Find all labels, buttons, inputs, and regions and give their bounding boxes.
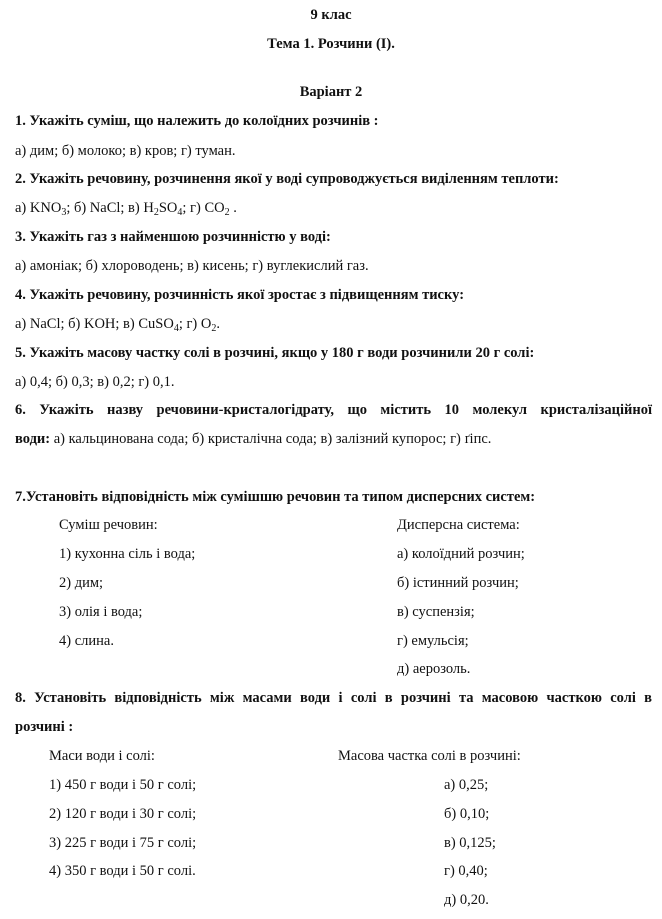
q7-right-item: д) аерозоль.	[397, 661, 471, 677]
question-1: 1. Укажіть суміш, що належить до колоїдних розчинів :	[15, 113, 379, 129]
question-4: 4. Укажіть речовину, розчинність якої зростає з підвищенням тиску:	[15, 287, 465, 303]
q8-right-header: Масова частка солі в розчині:	[338, 748, 521, 764]
q7-left-item: 4) слина.	[59, 633, 114, 649]
question-1-answers: а) дим; б) молоко; в) кров; г) туман.	[15, 143, 236, 159]
question-4-answers: а) NaCl; б) KOH; в) CuSO$_4$; г) $O_2$.	[15, 316, 220, 334]
q8-right-item: д) 0,20.	[444, 892, 489, 908]
variant-heading: Варіант 2	[299, 84, 363, 100]
q8-left-item: 4) 350 г води і 50 г солі.	[49, 863, 196, 879]
q8-left-header: Маси води і солі:	[49, 748, 155, 764]
q7-left-item: 1) кухонна сіль і вода;	[59, 546, 196, 562]
q7-right-item: б) істинний розчин;	[397, 575, 519, 591]
q7-right-item: в) суспензія;	[397, 604, 475, 620]
topic-heading: Тема 1. Розчини (І).	[267, 36, 395, 52]
q7-left-item: 3) олія і вода;	[59, 604, 143, 620]
question-3: 3. Укажіть газ з найменшою розчинністю у воді:	[15, 229, 331, 245]
q8-left-item: 1) 450 г води і 50 г солі;	[49, 777, 197, 793]
q7-right-item: г) емульсія;	[397, 633, 469, 649]
q8-left-item: 3) 225 г води і 75 г солі;	[49, 835, 197, 851]
question-2-answers: а) $KNO_3$; б) NaCl; в) $H_2SO_4$; г) $CO_2$ .	[15, 200, 237, 218]
question-3-answers: а) амоніак; б) хлороводень; в) кисень; г) вуглекислий газ.	[15, 258, 369, 274]
q7-left-header: Суміш речовин:	[59, 517, 158, 533]
q8-right-item: г) 0,40;	[444, 863, 488, 879]
q7-right-item: а) колоїдний розчин;	[397, 546, 525, 562]
q8-right-item: в) 0,125;	[444, 835, 496, 851]
q7-right-header: Дисперсна система:	[397, 517, 520, 533]
question-7: 7.Установіть відповідність між сумішшю речовин та типом дисперсних систем:	[15, 489, 536, 505]
question-8-line-1: 8. Установіть відповідність між масами води і солі в розчині та масовою часткою солі в	[15, 690, 652, 706]
q7-left-item: 2) дим;	[59, 575, 104, 591]
question-2: 2. Укажіть речовину, розчинення якої у воді супроводжується виділенням теплоти:	[15, 171, 559, 187]
question-5: 5. Укажіть масову частку солі в розчині, якщо у 180 г води розчинили 20 г солі:	[15, 345, 535, 361]
question-8-line-2: розчині :	[15, 719, 74, 735]
q8-left-item: 2) 120 г води і 30 г солі;	[49, 806, 197, 822]
q8-right-item: а) 0,25;	[444, 777, 489, 793]
question-6-line-2: води: а) кальцинована сода; б) кристалічна сода; в) залізний купорос; г) ґіпс.	[15, 431, 492, 447]
question-5-answers: а) 0,4; б) 0,3; в) 0,2; г) 0,1.	[15, 374, 175, 390]
question-6-line-1: 6. Укажіть назву речовини-кристалогідрату, що містить 10 молекул кристалізаційної	[15, 402, 652, 418]
grade-heading: 9 клас	[310, 7, 352, 23]
q8-right-item: б) 0,10;	[444, 806, 490, 822]
